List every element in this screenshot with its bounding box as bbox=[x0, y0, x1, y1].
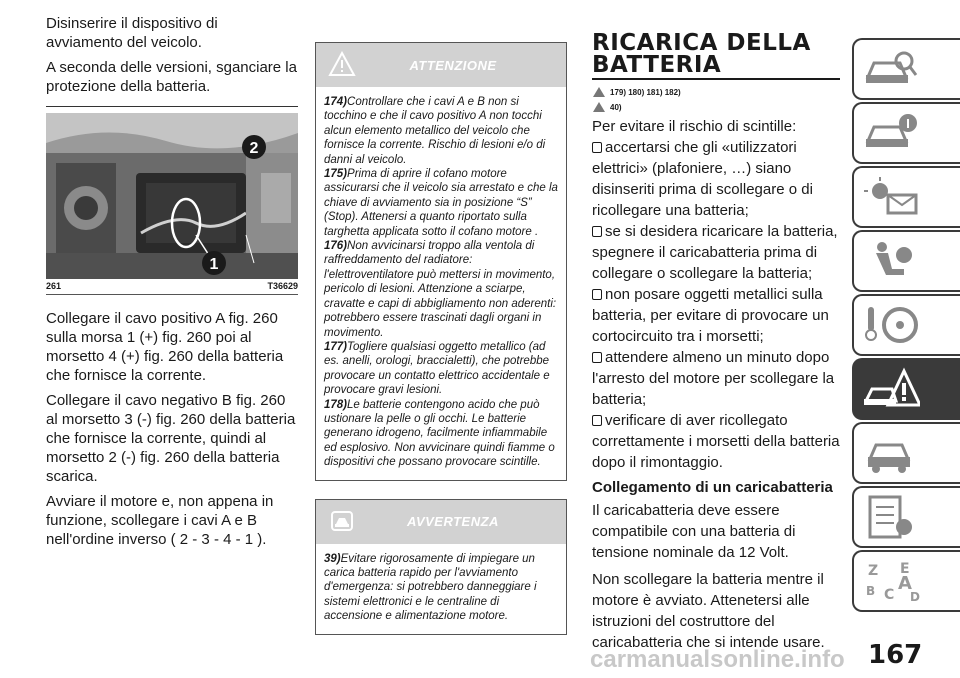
column-right bbox=[592, 32, 840, 653]
body-paragraph: Collegare il cavo positivo A fig. 260 sulla morsa 1 (+) fig. 260 poi al morsetto 4 (+) fig. 260 della batteria che fornisce la corrente. bbox=[46, 310, 284, 384]
attention-item bbox=[324, 340, 558, 398]
attention-body bbox=[316, 87, 566, 480]
car-caution-icon bbox=[328, 508, 356, 534]
alphabet-index-icon bbox=[864, 559, 920, 603]
bullet-text: se si desidera ricaricare la batteria, spegnere il caricabatteria prima di collegare o scollegare la batteria; bbox=[592, 223, 838, 282]
steering-key-icon bbox=[864, 303, 920, 347]
section-heading bbox=[592, 32, 840, 76]
caution-header bbox=[316, 500, 566, 544]
bullet-text: accertarsi che gli «utilizzatori elettrici» (plafoniere, …) siano disinseriti prima di scollegare o di ricollegare una batteria; bbox=[592, 139, 813, 219]
svg-text:C: C bbox=[884, 587, 895, 603]
callout-2-label: 2 bbox=[249, 140, 259, 157]
caution-body bbox=[316, 544, 566, 634]
attention-item bbox=[324, 239, 558, 340]
section-heading-line: BATTERIA bbox=[592, 52, 722, 78]
bullet-item bbox=[592, 284, 840, 347]
caution-ref-numbers: 40) bbox=[610, 102, 622, 112]
bullet-item bbox=[592, 347, 840, 410]
attention-item bbox=[324, 398, 558, 470]
item-text: Non avvicinarsi troppo alla ventola di raffreddamento del radiatore: l'elettroventilatore può mettersi in movimento, pericolo di lesioni. Attenzione a sciarpe, cravatte e capi di abbigliamento non aderenti: potrebbero essere trascinati dagli organi in movimento. bbox=[324, 240, 557, 339]
item-number: 175) bbox=[324, 168, 348, 181]
figure-number: 261 bbox=[46, 281, 62, 291]
checkbox-bullet-icon bbox=[592, 226, 602, 237]
bullet-item bbox=[592, 137, 840, 221]
item-number: 174) bbox=[324, 96, 348, 108]
warning-refs bbox=[592, 86, 840, 98]
subheading: Collegamento di un caricabatteria bbox=[592, 479, 833, 496]
body-paragraph: Il caricabatteria deve essere compatibile con una batteria di tensione nominale da 12 Volt. bbox=[592, 502, 796, 561]
checkbox-bullet-icon bbox=[592, 142, 602, 153]
bullet-text: non posare oggetti metallici sulla batteria, per evitare di provocare un cortocircuito tra i morsetti; bbox=[592, 286, 829, 345]
item-number: 39) bbox=[324, 552, 341, 565]
engine-bay-figure bbox=[46, 113, 298, 279]
item-text: Evitare rigorosamente di impiegare un carica batteria rapido per l'avviamento d'emergenza: si potrebbero danneggiare i sistemi elettronici e le centraline di accensione e alimentazione motore. bbox=[324, 552, 537, 623]
chapter-tabs bbox=[852, 38, 960, 614]
intro-paragraph: Disinserire il dispositivo di avviamento del veicolo. bbox=[46, 15, 218, 51]
car-caution-icon bbox=[592, 101, 606, 113]
tab-safety[interactable] bbox=[852, 230, 960, 292]
tab-specifications[interactable] bbox=[852, 486, 960, 548]
svg-text:D: D bbox=[910, 590, 920, 603]
section-heading-line: RICARICA DELLA bbox=[592, 30, 811, 56]
attention-title: ATTENZIONE bbox=[409, 57, 497, 73]
svg-text:B: B bbox=[866, 584, 876, 598]
figure-code: T36629 bbox=[267, 281, 298, 291]
tab-car-info[interactable] bbox=[852, 102, 960, 164]
checkbox-bullet-icon bbox=[592, 289, 602, 300]
warning-ref-numbers: 179) 180) 181) 182) bbox=[610, 87, 681, 97]
figure-caption bbox=[46, 281, 298, 295]
svg-text:A: A bbox=[898, 573, 912, 594]
checkbox-bullet-icon bbox=[592, 415, 602, 426]
emergency-triangle-icon bbox=[864, 367, 920, 411]
bullet-item bbox=[592, 221, 840, 284]
column-middle bbox=[315, 42, 567, 653]
engine-bay-illustration bbox=[46, 113, 298, 279]
item-number: 178) bbox=[324, 398, 348, 411]
item-text: Prima di aprire il cofano motore assicurarsi che il veicolo sia arrestato e che la chiave di avviamento sia in posizione “S” (Stop). Attenersi a quanto riportato sulla targhetta applicata sotto il cofano motore . bbox=[324, 168, 558, 238]
tab-warning-lights[interactable] bbox=[852, 166, 960, 228]
tab-driving[interactable] bbox=[852, 294, 960, 356]
item-number: 176) bbox=[324, 240, 348, 253]
intro-paragraph: A seconda delle versioni, sganciare la protezione della batteria. bbox=[46, 59, 297, 95]
caution-refs bbox=[592, 101, 840, 113]
spec-sheet-icon bbox=[864, 495, 920, 539]
car-search-icon bbox=[864, 47, 920, 91]
attention-item bbox=[324, 167, 558, 239]
warning-triangle-icon bbox=[328, 51, 356, 77]
divider bbox=[46, 106, 298, 107]
tab-index[interactable] bbox=[852, 550, 960, 612]
attention-header bbox=[316, 43, 566, 87]
seat-airbag-icon bbox=[864, 239, 920, 283]
item-text: Controllare che i cavi A e B non si tocchino e che il cavo positivo A non tocchi alcun elemento metallico del veicolo che fornisce la corrente. Rischio di lesioni e/o di danni al veicolo. bbox=[324, 96, 546, 166]
item-text: Togliere qualsiasi oggetto metallico (ad es. anelli, orologi, braccialetti), che potrebbe provocare un contatto elettrico accidentale e provocare gravi lesioni. bbox=[324, 340, 550, 397]
attention-item bbox=[324, 95, 558, 167]
caution-title: AVVERTENZA bbox=[407, 514, 499, 530]
bullet-text: verificare di aver ricollegato correttamente i morsetti della batteria dopo il rimontaggio. bbox=[592, 412, 840, 471]
car-maintenance-icon bbox=[864, 431, 920, 475]
warning-triangle-icon bbox=[592, 86, 606, 98]
tab-emergency[interactable] bbox=[852, 358, 960, 420]
intro-paragraph: Per evitare il rischio di scintille: bbox=[592, 118, 797, 135]
checkbox-bullet-icon bbox=[592, 352, 602, 363]
column-left bbox=[46, 14, 298, 555]
tab-car-overview[interactable] bbox=[852, 38, 960, 100]
body-paragraph: Non scollegare la batteria mentre il motore è avviato. Attenetersi alle istruzioni del costruttore del caricabatteria che si intende usare. bbox=[592, 571, 825, 651]
body-paragraph: Avviare il motore e, non appena in funzione, scollegare i cavi A e B nell'ordine inverso ( 2 - 3 - 4 - 1 ). bbox=[46, 493, 274, 548]
item-text: Le batterie contengono acido che può ustionare la pelle o gli occhi. Le batterie generano idrogeno, facilmente infiammabile ed esplosivo. Non avvicinare quindi fiamme o dispositivi che possano provocare scintille. bbox=[324, 398, 555, 469]
bullet-item bbox=[592, 410, 840, 473]
watermark: carmanualsonline.info bbox=[590, 646, 845, 673]
warning-lights-icon bbox=[864, 175, 920, 219]
bullet-text: attendere almeno un minuto dopo l'arresto del motore per scollegare la batteria; bbox=[592, 349, 835, 408]
attention-box bbox=[315, 42, 567, 481]
svg-text:E: E bbox=[900, 561, 910, 577]
svg-text:Z: Z bbox=[868, 563, 879, 579]
car-info-icon bbox=[864, 111, 920, 155]
callout-1-label: 1 bbox=[209, 256, 219, 273]
heading-rule bbox=[592, 78, 840, 80]
caution-box bbox=[315, 499, 567, 635]
caution-item bbox=[324, 552, 558, 624]
body-paragraph: Collegare il cavo negativo B fig. 260 al morsetto 3 (-) fig. 260 della batteria che fornisce la corrente, quindi al morsetto 2 (-) fig. 260 della batteria scarica. bbox=[46, 392, 296, 485]
item-number: 177) bbox=[324, 340, 348, 353]
page-number: 167 bbox=[868, 640, 923, 670]
tab-maintenance[interactable] bbox=[852, 422, 960, 484]
